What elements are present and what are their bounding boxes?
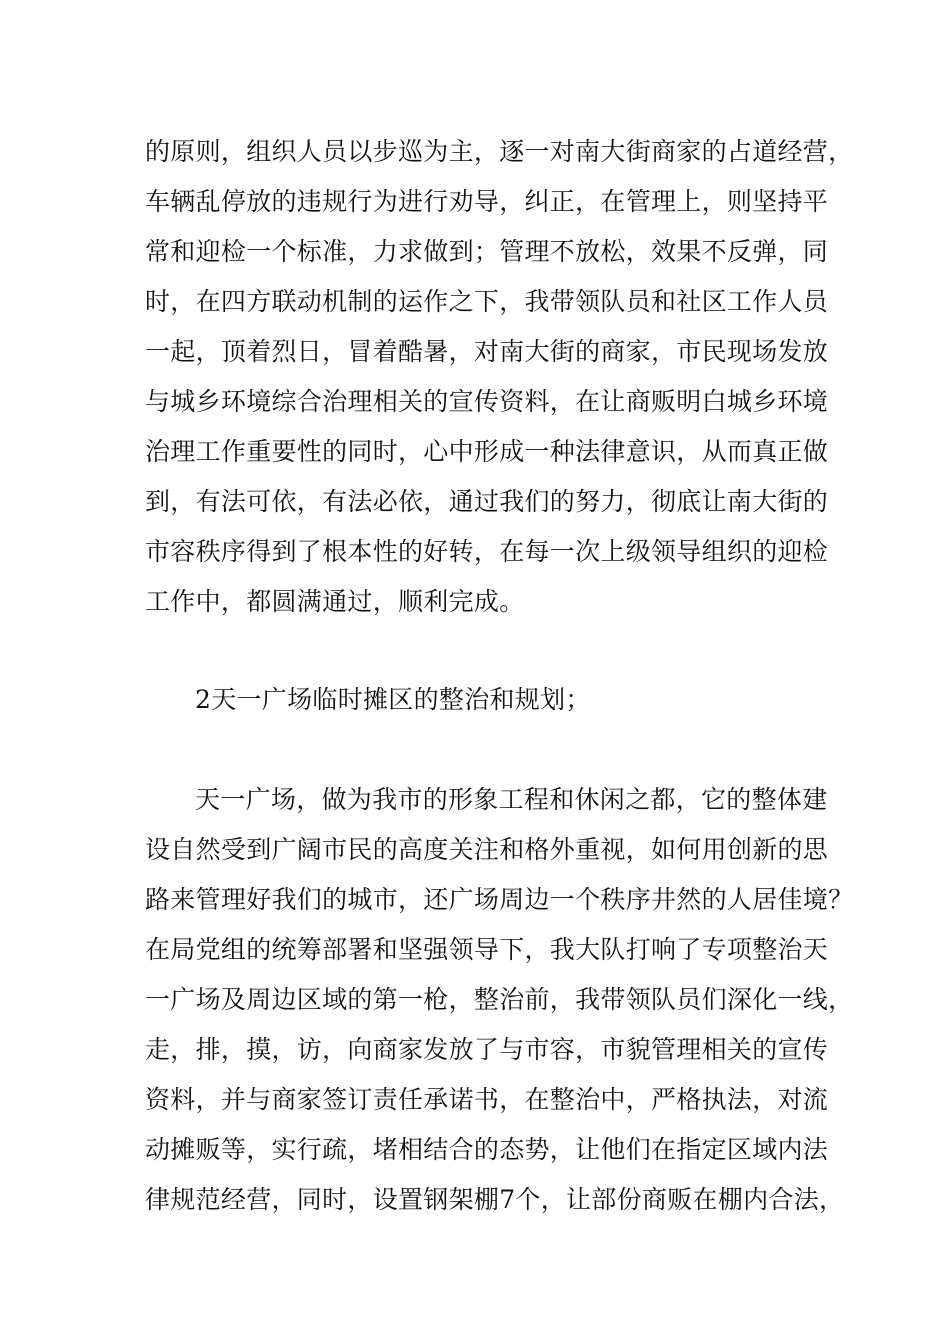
text-line: 动摊贩等，实行疏，堵相结合的态势，让他们在指定区域内法 — [145, 1135, 829, 1164]
text-line: 路来管理好我们的城市，还广场周边一个秩序井然的人居佳境？ — [145, 885, 854, 914]
text-line: 常和迎检一个标准，力求做到；管理不放松，效果不反弹，同 — [145, 237, 829, 266]
text-line: 到，有法可依，有法必依，通过我们的努力，彻底让南大街的 — [145, 487, 829, 516]
text-line: 一起，顶着烈日，冒着酷暑，对南大街的商家，市民现场发放 — [145, 337, 829, 366]
text-line: 的原则，组织人员以步巡为主，逐一对南大街商家的占道经营， — [145, 137, 854, 166]
text-line: 律规范经营，同时，设置钢架棚7个，让部份商贩在棚内合法， — [145, 1185, 845, 1214]
text-line: 走，排，摸，访，向商家发放了与市容，市貌管理相关的宣传 — [145, 1035, 829, 1064]
text-line: 一广场及周边区域的第一枪，整治前，我带领队员们深化一线， — [145, 985, 854, 1014]
section-heading: 2天一广场临时摊区的整治和规划； — [195, 685, 591, 714]
text-line: 在局党组的统筹部署和坚强领导下，我大队打响了专项整治天 — [145, 935, 829, 964]
text-line: 治理工作重要性的同时，心中形成一种法律意识，从而真正做 — [145, 437, 829, 466]
text-line: 时，在四方联动机制的运作之下，我带领队员和社区工作人员 — [145, 287, 829, 316]
text-line: 设自然受到广阔市民的高度关注和格外重视，如何用创新的思 — [145, 835, 829, 864]
text-line: 车辆乱停放的违规行为进行劝导，纠正，在管理上，则坚持平 — [145, 187, 829, 216]
text-line: 与城乡环境综合治理相关的宣传资料，在让商贩明白城乡环境 — [145, 387, 829, 416]
text-line: 资料，并与商家签订责任承诺书，在整治中，严格执法，对流 — [145, 1085, 829, 1114]
text-line: 工作中，都圆满通过，顺利完成。 — [145, 587, 525, 616]
text-line: 天一广场，做为我市的形象工程和休闲之都，它的整体建 — [195, 785, 828, 814]
text-line: 市容秩序得到了根本性的好转，在每一次上级领导组织的迎检 — [145, 537, 829, 566]
